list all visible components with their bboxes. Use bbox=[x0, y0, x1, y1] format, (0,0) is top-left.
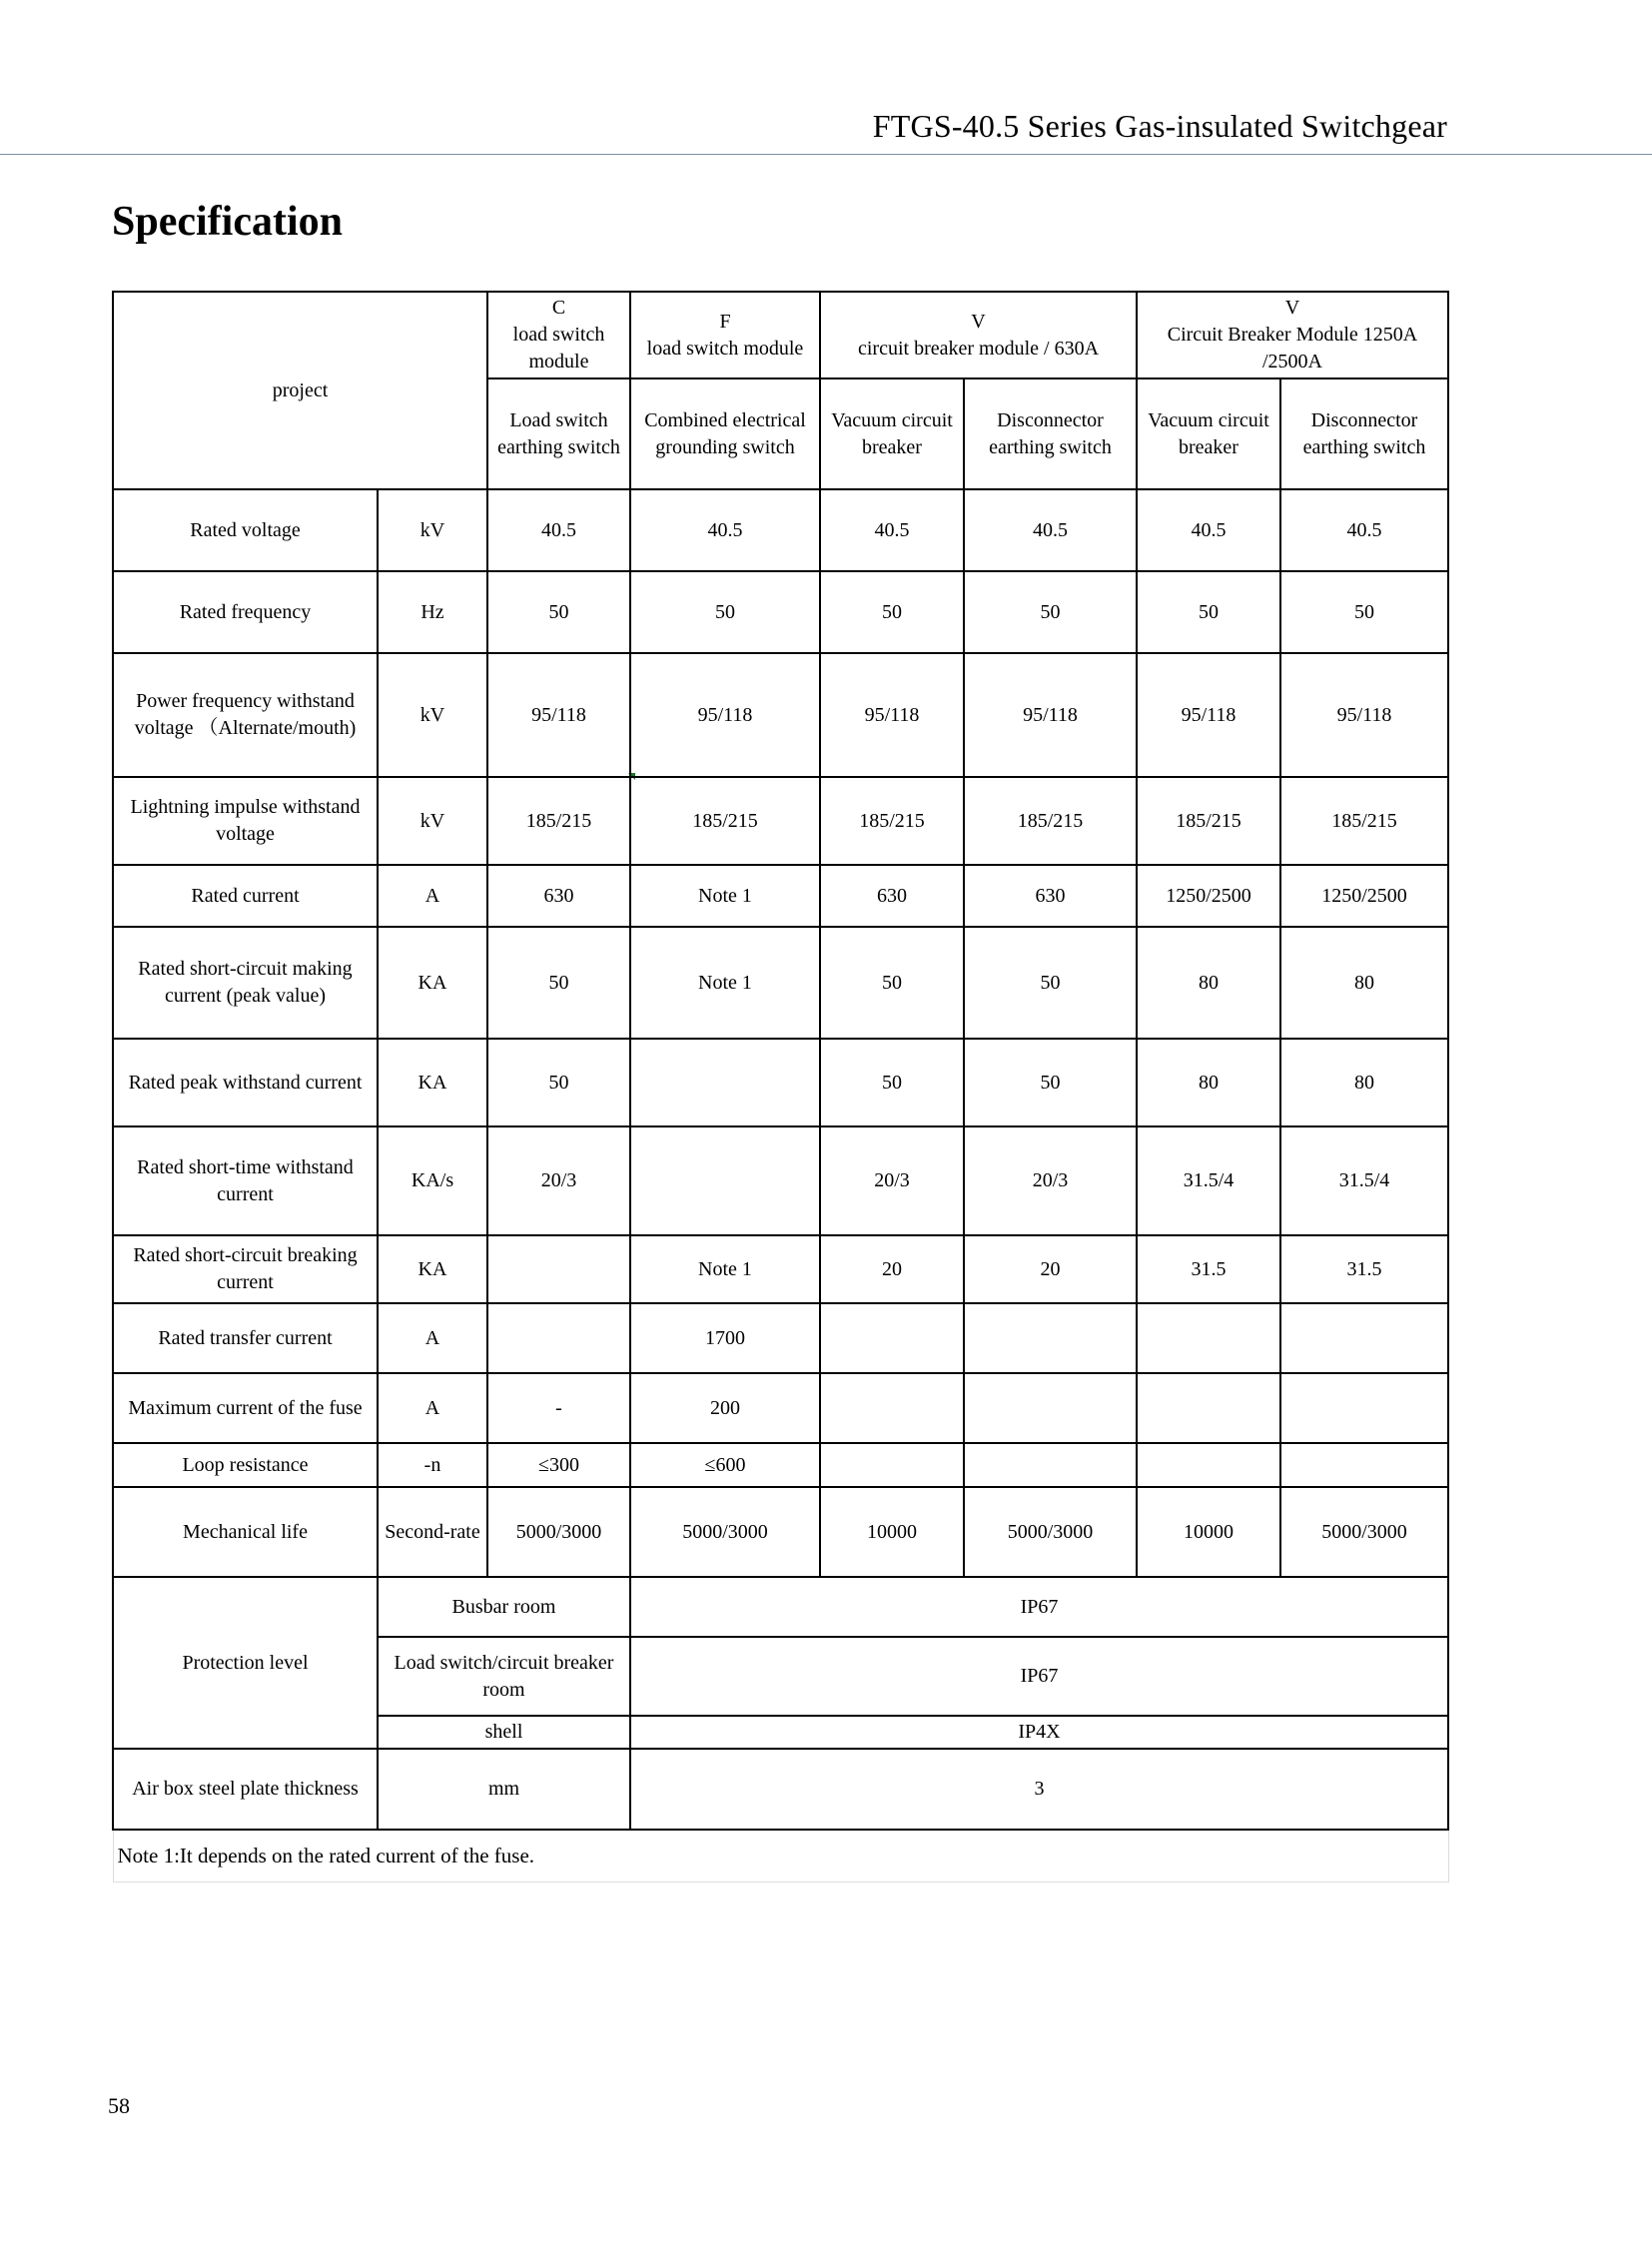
value-cell: 10000 bbox=[1137, 1487, 1280, 1577]
value-cell: 40.5 bbox=[820, 489, 964, 571]
value-cell: 80 bbox=[1280, 1039, 1448, 1126]
value-cell: 80 bbox=[1137, 1039, 1280, 1126]
group-name: load switch module bbox=[646, 337, 804, 360]
table-row bbox=[113, 1235, 1448, 1303]
value-cell: 630 bbox=[487, 865, 630, 927]
unit-cell: kV bbox=[378, 489, 487, 571]
protection-item-cell: Busbar room bbox=[378, 1577, 630, 1637]
value-cell: 80 bbox=[1280, 927, 1448, 1039]
unit-cell: KA/s bbox=[378, 1126, 487, 1235]
unit-cell: Hz bbox=[378, 571, 487, 653]
subheader-cell: Load switch earthing switch bbox=[487, 378, 630, 489]
unit-cell: KA bbox=[378, 1039, 487, 1126]
value-cell: 20/3 bbox=[820, 1126, 964, 1235]
subheader-cell: Combined electrical grounding switch bbox=[630, 378, 820, 489]
unit-cell: mm bbox=[378, 1749, 630, 1830]
document-header-title: FTGS-40.5 Series Gas-insulated Switchgear bbox=[872, 108, 1447, 144]
unit-cell: -n bbox=[378, 1443, 487, 1487]
row-label-cell: Air box steel plate thickness bbox=[113, 1749, 378, 1830]
value-cell bbox=[820, 1443, 964, 1487]
protection-item-cell: Load switch/circuit breaker room bbox=[378, 1637, 630, 1716]
value-cell: 1700 bbox=[630, 1303, 820, 1373]
unit-cell: Second-rate bbox=[378, 1487, 487, 1577]
value-cell: 1250/2500 bbox=[1137, 865, 1280, 927]
value-cell: 185/215 bbox=[487, 777, 630, 865]
value-cell: 50 bbox=[964, 927, 1137, 1039]
value-cell: 5000/3000 bbox=[487, 1487, 630, 1577]
value-cell: 20/3 bbox=[964, 1126, 1137, 1235]
value-cell: 50 bbox=[1137, 571, 1280, 653]
value-cell: 3 bbox=[630, 1749, 1448, 1830]
subheader-cell: Disconnector earthing switch bbox=[1280, 378, 1448, 489]
group-name: load switch module bbox=[512, 324, 605, 373]
value-cell: 31.5/4 bbox=[1137, 1126, 1280, 1235]
value-cell: 50 bbox=[964, 571, 1137, 653]
value-cell: 50 bbox=[964, 1039, 1137, 1126]
table-row bbox=[113, 777, 1448, 865]
value-cell: 40.5 bbox=[1280, 489, 1448, 571]
value-cell: 20 bbox=[820, 1235, 964, 1303]
value-cell: 10000 bbox=[820, 1487, 964, 1577]
group-code: F bbox=[719, 310, 731, 333]
value-cell: 200 bbox=[630, 1373, 820, 1443]
value-cell: 5000/3000 bbox=[964, 1487, 1137, 1577]
value-cell bbox=[1137, 1303, 1280, 1373]
group-code: C bbox=[551, 297, 566, 319]
value-cell: 40.5 bbox=[1137, 489, 1280, 571]
value-cell bbox=[820, 1373, 964, 1443]
row-label-cell: Rated frequency bbox=[113, 571, 378, 653]
group-name: circuit breaker module / 630A bbox=[857, 337, 1100, 360]
value-cell: 50 bbox=[487, 1039, 630, 1126]
value-cell bbox=[630, 1126, 820, 1235]
value-cell: 630 bbox=[964, 865, 1137, 927]
protection-value-cell: IP67 bbox=[630, 1637, 1448, 1716]
subheader-cell: Vacuum circuit breaker bbox=[1137, 378, 1280, 489]
unit-cell: A bbox=[378, 1303, 487, 1373]
unit-cell: kV bbox=[378, 653, 487, 777]
value-cell: 40.5 bbox=[964, 489, 1137, 571]
value-cell: 50 bbox=[487, 571, 630, 653]
table-row bbox=[113, 489, 1448, 571]
row-label-cell: Lightning impulse withstand voltage bbox=[113, 777, 378, 865]
value-cell: 40.5 bbox=[487, 489, 630, 571]
table-note: Note 1:It depends on the rated current of the fuse. bbox=[113, 1830, 1448, 1881]
value-cell: 95/118 bbox=[487, 653, 630, 777]
value-cell: 31.5 bbox=[1280, 1235, 1448, 1303]
group-name: Circuit Breaker Module 1250A /2500A bbox=[1167, 324, 1418, 373]
value-cell: 40.5 bbox=[630, 489, 820, 571]
value-cell: 80 bbox=[1137, 927, 1280, 1039]
thickness-row bbox=[113, 1749, 1448, 1830]
unit-cell: A bbox=[378, 865, 487, 927]
value-cell: ≤300 bbox=[487, 1443, 630, 1487]
table-row bbox=[113, 653, 1448, 777]
row-label-cell: Rated voltage bbox=[113, 489, 378, 571]
row-label-cell: Power frequency withstand voltage （Alternate/mouth) bbox=[113, 653, 378, 777]
value-cell: 630 bbox=[820, 865, 964, 927]
row-label-cell: Rated short-circuit breaking current bbox=[113, 1235, 378, 1303]
unit-cell: KA bbox=[378, 927, 487, 1039]
row-label-cell: Rated transfer current bbox=[113, 1303, 378, 1373]
value-cell bbox=[964, 1443, 1137, 1487]
unit-cell: kV bbox=[378, 777, 487, 865]
value-cell bbox=[1280, 1443, 1448, 1487]
unit-cell: KA bbox=[378, 1235, 487, 1303]
group-header-cell bbox=[820, 292, 1137, 378]
section-title: Specification bbox=[112, 199, 343, 245]
value-cell: 185/215 bbox=[1280, 777, 1448, 865]
value-cell: Note 1 bbox=[630, 927, 820, 1039]
group-header-cell bbox=[1137, 292, 1448, 378]
value-cell: 95/118 bbox=[820, 653, 964, 777]
group-header-cell bbox=[487, 292, 630, 378]
subheader-cell: Disconnector earthing switch bbox=[964, 378, 1137, 489]
value-cell: 1250/2500 bbox=[1280, 865, 1448, 927]
protection-item-cell: shell bbox=[378, 1716, 630, 1749]
table-row bbox=[113, 1373, 1448, 1443]
group-header-cell bbox=[630, 292, 820, 378]
value-cell bbox=[487, 1303, 630, 1373]
page-number: 58 bbox=[108, 2093, 130, 2118]
value-cell: 5000/3000 bbox=[1280, 1487, 1448, 1577]
row-label-cell: Maximum current of the fuse bbox=[113, 1373, 378, 1443]
value-cell: 31.5/4 bbox=[1280, 1126, 1448, 1235]
value-cell: 50 bbox=[820, 1039, 964, 1126]
note-row bbox=[113, 1830, 1448, 1881]
group-code: V bbox=[971, 310, 986, 333]
table-row bbox=[113, 571, 1448, 653]
value-cell: Note 1 bbox=[630, 865, 820, 927]
table-row bbox=[113, 1039, 1448, 1126]
specification-table bbox=[112, 291, 1449, 1882]
protection-row bbox=[113, 1577, 1448, 1637]
value-cell bbox=[964, 1373, 1137, 1443]
table-row bbox=[113, 1443, 1448, 1487]
project-header-cell: project bbox=[113, 292, 487, 489]
row-label-cell: Rated current bbox=[113, 865, 378, 927]
table-group-header-row bbox=[113, 292, 1448, 378]
value-cell bbox=[1137, 1443, 1280, 1487]
value-cell: 95/118 bbox=[964, 653, 1137, 777]
value-cell: ≤600 bbox=[630, 1443, 820, 1487]
value-cell: 50 bbox=[487, 927, 630, 1039]
row-label-cell: Protection level bbox=[113, 1577, 378, 1749]
value-cell: - bbox=[487, 1373, 630, 1443]
row-label-cell: Rated peak withstand current bbox=[113, 1039, 378, 1126]
table-row bbox=[113, 1487, 1448, 1577]
protection-value-cell: IP67 bbox=[630, 1577, 1448, 1637]
value-cell bbox=[1280, 1303, 1448, 1373]
subheader-cell: Vacuum circuit breaker bbox=[820, 378, 964, 489]
value-cell: 185/215 bbox=[630, 777, 820, 865]
table-row bbox=[113, 1126, 1448, 1235]
value-cell bbox=[487, 1235, 630, 1303]
row-label-cell: Mechanical life bbox=[113, 1487, 378, 1577]
value-cell bbox=[630, 1039, 820, 1126]
value-cell bbox=[820, 1303, 964, 1373]
value-cell: 50 bbox=[820, 927, 964, 1039]
value-cell: 95/118 bbox=[630, 653, 820, 777]
value-cell: 185/215 bbox=[1137, 777, 1280, 865]
value-cell: Note 1 bbox=[630, 1235, 820, 1303]
value-cell: 20/3 bbox=[487, 1126, 630, 1235]
value-cell: 95/118 bbox=[1137, 653, 1280, 777]
group-code: V bbox=[1284, 297, 1300, 319]
value-cell: 185/215 bbox=[964, 777, 1137, 865]
table-row bbox=[113, 927, 1448, 1039]
value-cell: 5000/3000 bbox=[630, 1487, 820, 1577]
value-cell bbox=[1280, 1373, 1448, 1443]
value-cell: 20 bbox=[964, 1235, 1137, 1303]
row-label-cell: Rated short-time withstand current bbox=[113, 1126, 378, 1235]
value-cell: 185/215 bbox=[820, 777, 964, 865]
value-cell: 50 bbox=[630, 571, 820, 653]
value-cell bbox=[1137, 1373, 1280, 1443]
spec-rows bbox=[113, 489, 1448, 1577]
row-label-cell: Rated short-circuit making current (peak value) bbox=[113, 927, 378, 1039]
value-cell: 95/118 bbox=[1280, 653, 1448, 777]
table-row bbox=[113, 1303, 1448, 1373]
unit-cell: A bbox=[378, 1373, 487, 1443]
value-cell: 50 bbox=[820, 571, 964, 653]
value-cell bbox=[964, 1303, 1137, 1373]
header-divider bbox=[0, 154, 1652, 155]
protection-value-cell: IP4X bbox=[630, 1716, 1448, 1749]
value-cell: 31.5 bbox=[1137, 1235, 1280, 1303]
row-label-cell: Loop resistance bbox=[113, 1443, 378, 1487]
value-cell: 50 bbox=[1280, 571, 1448, 653]
table-row bbox=[113, 865, 1448, 927]
